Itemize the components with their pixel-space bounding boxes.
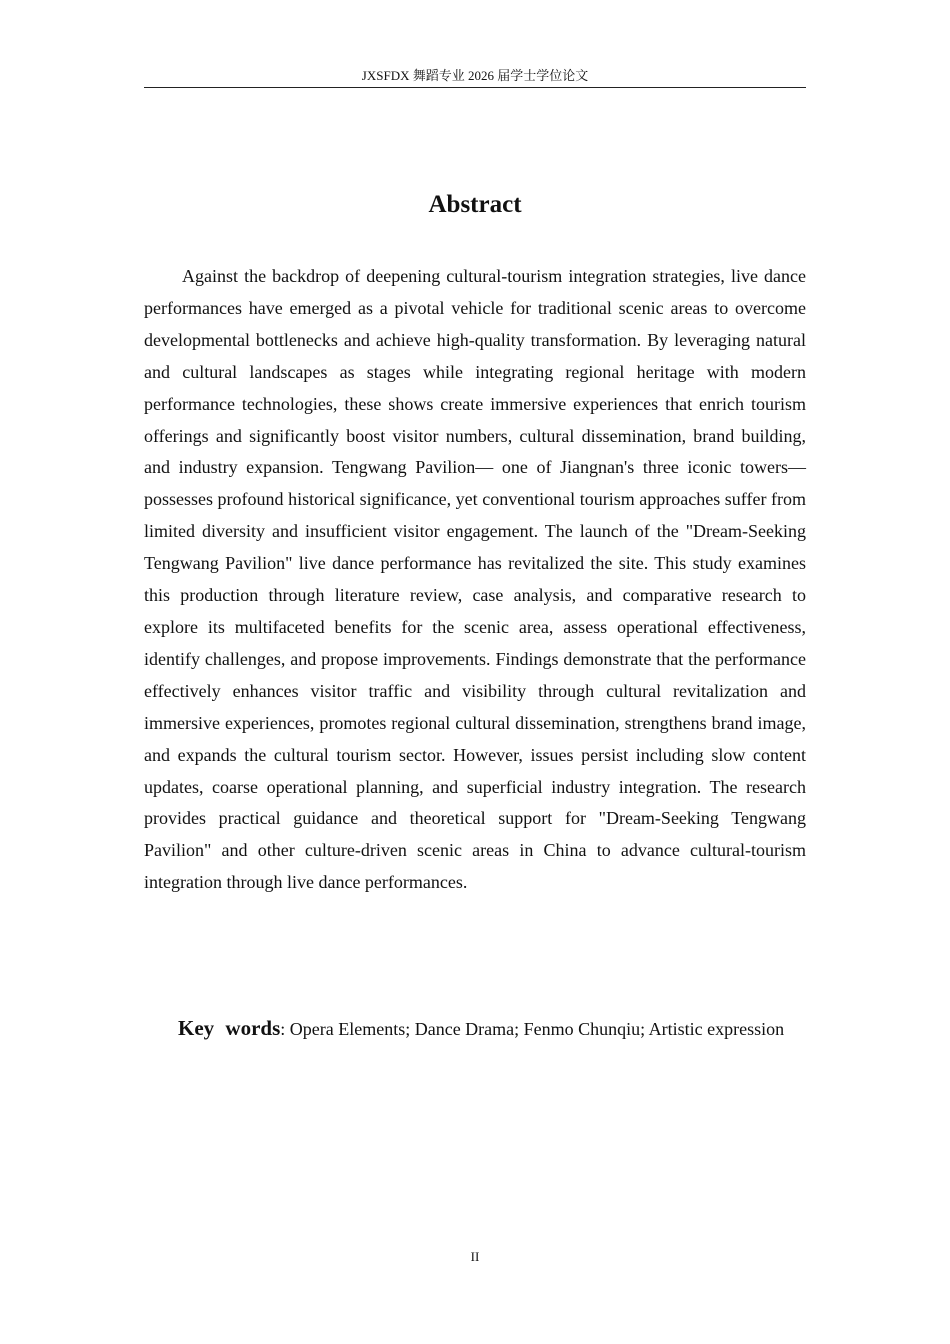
page-number: II — [470, 1249, 480, 1264]
keywords-separator: : — [280, 1019, 290, 1039]
keywords-text: Opera Elements; Dance Drama; Fenmo Chunqiu; Artistic expression — [289, 1019, 785, 1039]
page-header: JXSFDX 舞蹈专业 2026 届学士学位论文 — [144, 66, 806, 88]
keywords-label: Key words — [178, 1016, 281, 1040]
abstract-body: Against the backdrop of deepening cultural-tourism integration strategies, live dance performances have emerged as a pivotal vehicle for traditional scenic areas to overcome developmental bottlenecks and achieve high-quality transformation. By leveraging natural and cultural landscapes as stages while integrating regional heritage with modern performance technologies, these shows create immersive experiences that enrich tourism offerings and significantly boost visitor numbers, cultural dissemination, brand building, and industry expansion. Tengwang Pavilion— one of Jiangnan's three iconic towers— possesses profound historical significance, yet conventional tourism approaches suffer from limited diversity and insufficient visitor engagement. The launch of the "Dream-Seeking Tengwang Pavilion" live dance performance has revitalized the site. This study examines this production through literature review, case analysis, and comparative research to explore its multifaceted benefits for the scenic area, assess operational effectiveness, identify challenges, and propose improvements. Findings demonstrate that the performance effectively enhances visitor traffic and visibility through cultural revitalization and immersive experiences, promotes regional cultural dissemination, strengthens brand image, and expands the cultural tourism sector. However, issues persist including slow content updates, coarse operational planning, and superficial industry integration. The research provides practical guidance and theoretical support for "Dream-Seeking Tengwang Pavilion" and other culture-driven scenic areas in China to advance cultural-tourism integration through live dance performances. — [144, 266, 806, 893]
abstract-title: Abstract — [428, 191, 522, 218]
keywords-paragraph — [144, 1013, 806, 1046]
